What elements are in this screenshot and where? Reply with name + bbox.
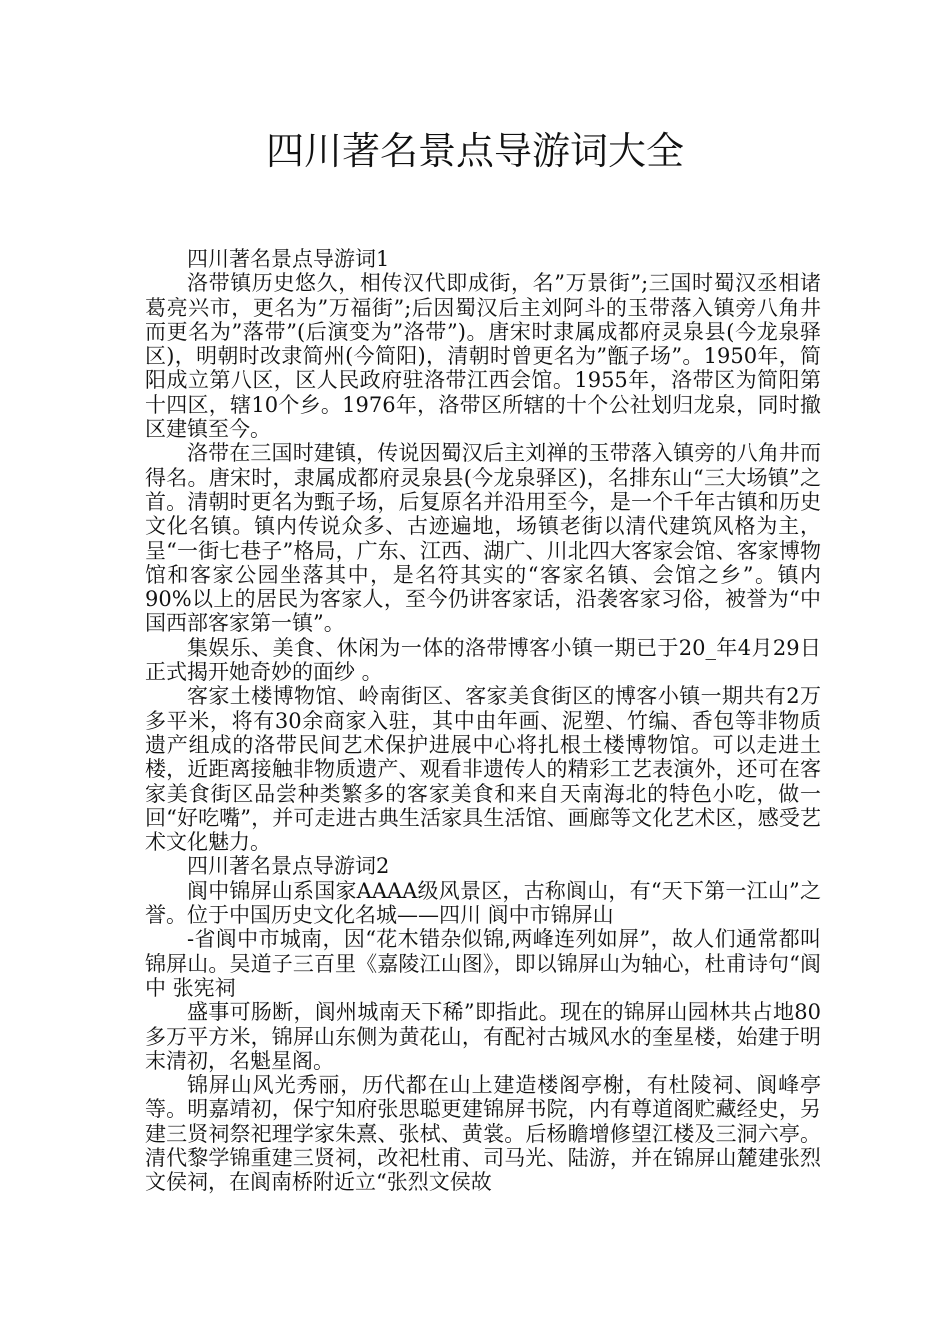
section-heading-1: 四川著名景点导游词1 [187, 247, 390, 271]
paragraph: -省阆中市城南，因“花木错杂似锦,两峰连列如屏”，故人们通常都叫锦屏山。吴道子三百里《嘉陵江山图》，即以锦屏山为轴心，杜甫诗句“阆中 张宪祠 [145, 927, 821, 1000]
paragraph: 锦屏山风光秀丽，历代都在山上建造楼阁亭榭，有杜陵祠、阆峰亭等。明嘉靖初，保宁知府张思聪更建锦屏书院，内有尊道阁贮藏经史，另建三贤祠祭祀理学家朱熹、张栻、黄裳。后杨瞻增修望江楼及三洞六亭。清代黎学锦重建三贤祠，改祀杜甫、司马光、陆游，并在锦屏山麓建张烈文侯祠，在阆南桥附近立“张烈文侯故 [145, 1073, 821, 1195]
section-heading-2: 四川著名景点导游词2 [187, 854, 390, 879]
document-title: 四川著名景点导游词大全 [265, 129, 684, 173]
paragraph: 阆中锦屏山系国家AAAA级风景区，古称阆山，有“天下第一江山”之誉。位于中国历史文化名城——四川 阆中市锦屏山 [145, 878, 821, 928]
paragraph: 集娱乐、美食、休闲为一体的洛带博客小镇一期已于20_年4月29日正式揭开她奇妙的面纱 。 [145, 635, 821, 685]
paragraph: 客家土楼博物馆、岭南街区、客家美食街区的博客小镇一期共有2万多平米，将有30余商家入驻，其中由年画、泥塑、竹编、香包等非物质遗产组成的洛带民间艺术保护进展中心将扎根土楼博物馆。可以走进土楼，近距离接触非物质遗产、观看非遗传人的精彩工艺表演外，还可在客家美食街区品尝种类繁多的客家美食和来自天南海北的特色小吃，做一回“好吃嘴”，并可走进古典生活家具生活馆、画廊等文化艺术区，感受艺术文化魅力。 [145, 684, 821, 855]
paragraph: 盛事可肠断，阆州城南天下稀”即指此。现在的锦屏山园林共占地80多万平方米，锦屏山东侧为黄花山，有配衬古城风水的奎星楼，始建于明末清初，名魁星阁。 [145, 1000, 821, 1073]
paragraph: 洛带镇历史悠久，相传汉代即成街，名”万景街”;三国时蜀汉丞相诸葛亮兴市，更名为”万福街”;后因蜀汉后主刘阿斗的玉带落入镇旁八角井而更名为”落带”(后演变为”洛带”)。唐宋时隶属成都府灵泉县(今龙泉驿区)，明朝时改隶简州(今简阳)，清朝时曾更名为”甑子场”。1950年，简阳成立第八区，区人民政府驻洛带江西会馆。1955年，洛带区为简阳第十四区，辖10个乡。1976年，洛带区所辖的十个公社划归龙泉，同时撤区建镇至今。 [145, 271, 821, 442]
document-body [145, 247, 821, 1195]
paragraph: 洛带在三国时建镇，传说因蜀汉后主刘禅的玉带落入镇旁的八角井而得名。唐宋时，隶属成都府灵泉县(今龙泉驿区)，名排东山“三大场镇”之首。清朝时更名为甄子场，后复原名并沿用至今，是一个千年古镇和历史文化名镇。镇内传说众多、古迹遍地，场镇老街以清代建筑风格为主，呈“一街七巷子”格局，广东、江西、湖广、川北四大客家会馆、客家博物馆和客家公园坐落其中，是名符其实的“客家名镇、会馆之乡”。镇内90%以上的居民为客家人，至今仍讲客家话，沿袭客家习俗，被誉为“中国西部客家第一镇”。 [145, 441, 821, 636]
